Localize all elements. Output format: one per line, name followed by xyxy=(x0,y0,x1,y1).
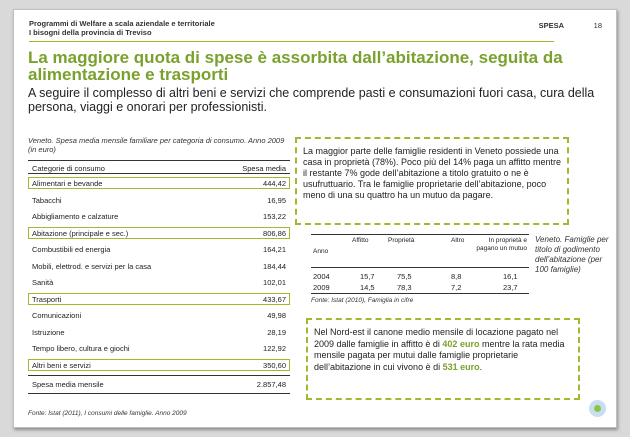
table-row xyxy=(28,210,290,222)
mid-cell-mutuo: 23,7 xyxy=(503,283,518,292)
table-row xyxy=(28,293,290,305)
row-value: 28,19 xyxy=(267,327,286,337)
total-label: Spesa media mensile xyxy=(32,380,104,389)
row-value: 153,22 xyxy=(263,212,286,221)
row-value: 102,01 xyxy=(263,278,286,287)
mid-cell-proprieta: 78,3 xyxy=(397,283,412,292)
left-table-col-category: Categorie di consumo xyxy=(32,164,105,173)
header-titles xyxy=(29,19,215,37)
table-row xyxy=(28,260,290,272)
left-table-total-divider xyxy=(28,375,290,376)
mid-col-anno: Anno xyxy=(313,248,329,255)
slide-title: La maggiore quota di spese è assorbita dall’abitazione, seguita da alimentazione e trasporti xyxy=(28,48,563,84)
row-value: 164,21 xyxy=(263,245,286,254)
row-value: 49,98 xyxy=(267,311,286,320)
header-line1: Programmi di Welfare a scala aziendale e territoriale xyxy=(29,19,215,28)
row-category: Comunicazioni xyxy=(32,311,82,320)
mid-table-caption: Veneto. Famiglie per titolo di godimento dell’abitazione (per 100 famiglie) xyxy=(535,235,609,274)
slide xyxy=(13,9,617,428)
total-value: 2.857,48 xyxy=(256,380,286,389)
table-row xyxy=(28,342,290,354)
mortgage-value: 531 euro xyxy=(442,361,480,372)
rent-value: 402 euro xyxy=(442,338,480,349)
row-category: Sanità xyxy=(32,278,54,287)
row-category: Tempo libero, cultura e giochi xyxy=(32,344,130,353)
mid-col-proprieta: Proprietà xyxy=(388,237,415,244)
row-value: 433,67 xyxy=(263,294,286,304)
table-row xyxy=(28,194,290,206)
row-value: 444,42 xyxy=(263,179,286,188)
mid-cell-altro: 8,8 xyxy=(451,272,462,281)
table-row xyxy=(28,326,290,338)
info-box-housing: La maggior parte delle famiglie residenti in Veneto possiede una casa in proprietà (78%). Poco più del 14% paga un affitto mentre il restante 7% gode dell’abitazione a titolo gratuito o ne è usufruttuario. Tra le famiglie proprietarie dell’abitazione, poco meno di una su quattro ha un mutuo da pagare. xyxy=(295,137,569,225)
row-category: Mobili, elettrod. e servizi per la casa xyxy=(32,261,152,271)
row-category: Istruzione xyxy=(32,327,65,337)
table-row xyxy=(28,243,290,255)
mid-cell-anno: 2009 xyxy=(313,283,330,292)
table-row xyxy=(28,177,290,189)
row-category: Altri beni e servizi xyxy=(32,360,91,370)
row-category: Abbigliamento e calzature xyxy=(32,212,119,221)
row-category: Combustibili ed energia xyxy=(32,245,111,254)
left-table-header xyxy=(28,160,290,174)
mid-cell-anno: 2004 xyxy=(313,272,330,281)
left-table-total-row xyxy=(28,378,290,390)
page-number: 18 xyxy=(593,21,602,30)
row-value: 184,44 xyxy=(263,261,286,271)
row-value: 16,95 xyxy=(267,195,286,205)
table-row xyxy=(28,227,290,239)
mid-cell-proprieta: 75,5 xyxy=(397,272,412,281)
rent-text-3: . xyxy=(479,361,483,372)
mid-table-header-divider xyxy=(311,267,529,268)
mid-col-mutuo: In proprietà e pagano un mutuo xyxy=(476,237,527,252)
nav-dot-icon[interactable] xyxy=(589,400,606,417)
mid-col-affitto: Affitto xyxy=(352,237,369,244)
left-table-caption: Veneto. Spesa media mensile familiare per categoria di consumo. Anno 2009 (in euro) xyxy=(28,136,285,154)
row-category: Alimentari e bevande xyxy=(32,179,103,188)
table-row xyxy=(28,309,290,321)
header-line2: I bisogni della provincia di Treviso xyxy=(29,28,152,37)
mid-cell-altro: 7,2 xyxy=(451,283,462,292)
mid-table-bottom-divider xyxy=(311,293,529,294)
table-row xyxy=(28,359,290,371)
row-category: Tabacchi xyxy=(32,195,62,205)
rent-text-1: Nel Nord-est il canone medio mensile di locazione pagato nel 2009 dalle famiglie in affitto è di xyxy=(314,327,559,349)
mid-col-altro: Altro xyxy=(451,237,465,244)
row-value: 122,92 xyxy=(263,344,286,353)
mid-table-top-divider xyxy=(311,234,529,235)
table-row xyxy=(28,276,290,288)
source-note: Fonte: Istat (2011), I consumi delle famiglie. Anno 2009 xyxy=(28,410,187,417)
info-box-rent xyxy=(306,318,580,400)
left-table-bottom-divider xyxy=(28,393,290,394)
row-category: Abitazione (principale e sec.) xyxy=(32,228,129,238)
row-value: 350,60 xyxy=(263,360,286,370)
header-divider xyxy=(29,41,554,42)
section-label: SPESA xyxy=(538,21,564,30)
row-value: 806,86 xyxy=(263,228,286,238)
mid-table-source: Fonte: Istat (2010), Famiglia in cifre xyxy=(311,297,414,304)
slide-subtitle: A seguire il complesso di altri beni e servizi che comprende pasti e consumazioni fuori casa, cura della persona, viaggi e onorari per professionisti. xyxy=(28,86,595,114)
mid-cell-mutuo: 16,1 xyxy=(503,272,518,281)
mid-cell-affitto: 14,5 xyxy=(360,283,375,292)
row-category: Trasporti xyxy=(32,294,62,304)
mid-cell-affitto: 15,7 xyxy=(360,272,375,281)
left-table-col-value: Spesa media xyxy=(242,164,286,173)
rent-text-2: mentre la rata media mensile pagata per mutui dalle famiglie proprietarie dell’abitazione in cui vivono è di xyxy=(314,338,565,372)
